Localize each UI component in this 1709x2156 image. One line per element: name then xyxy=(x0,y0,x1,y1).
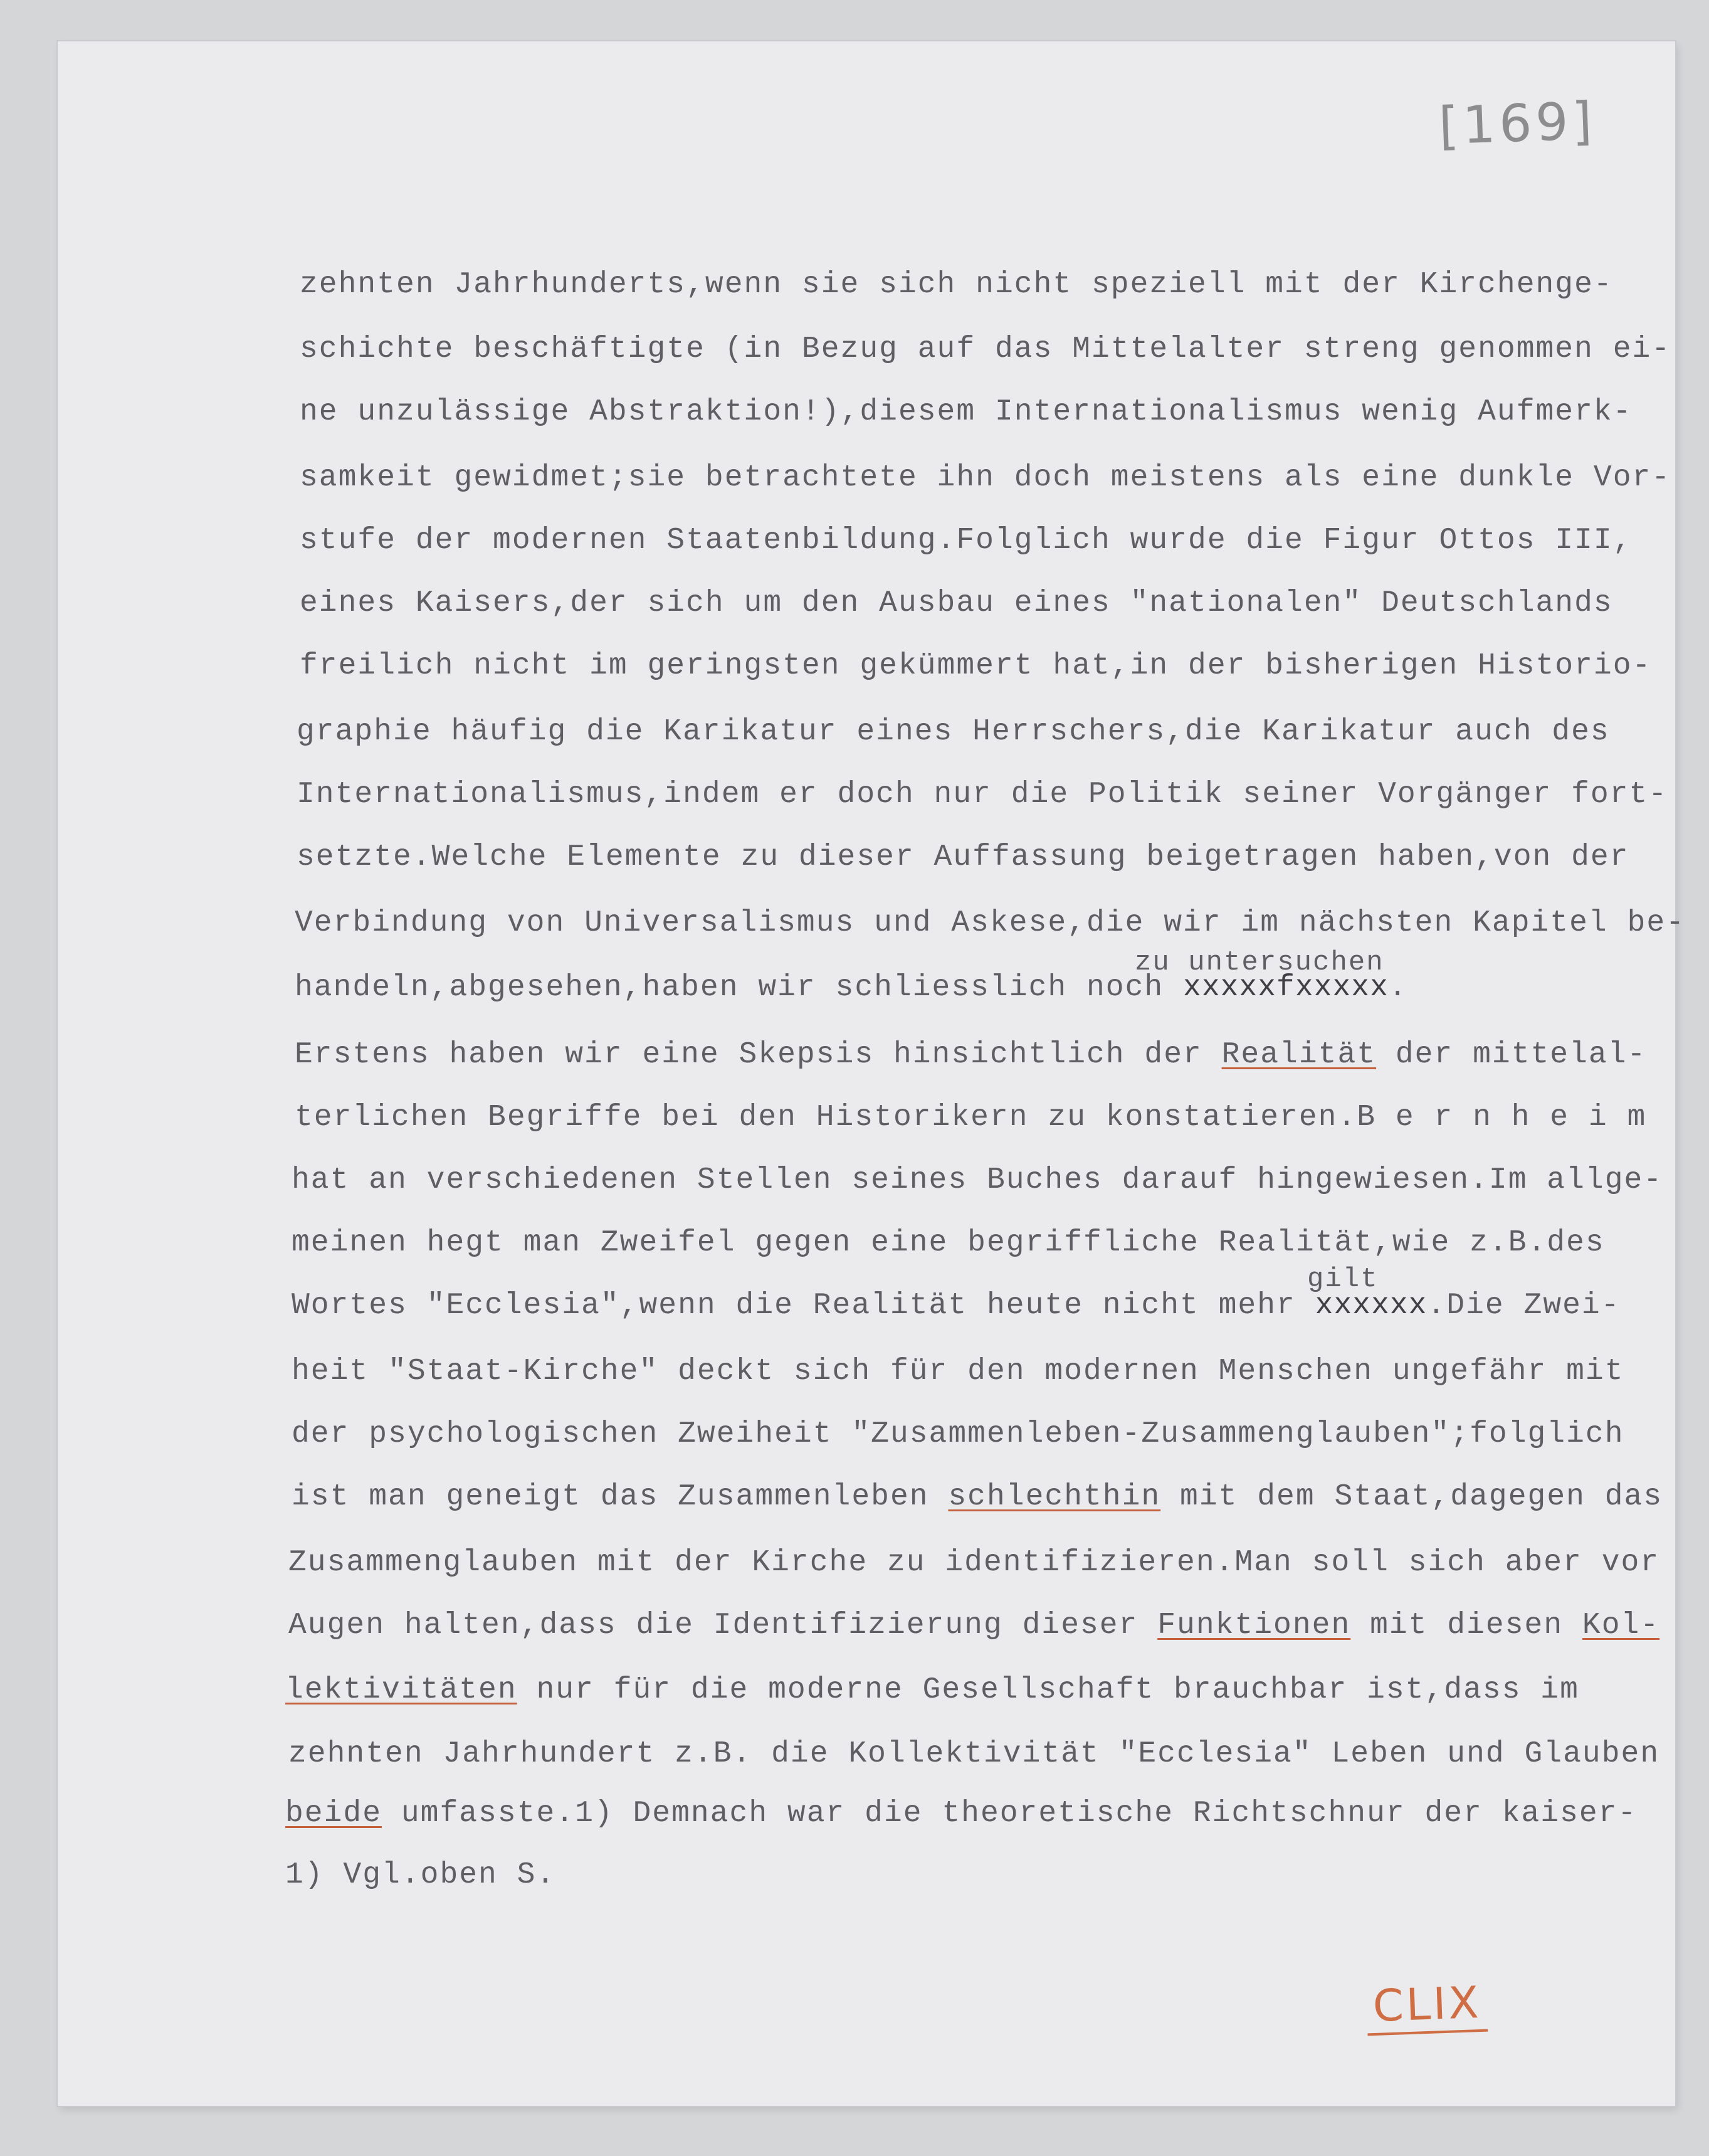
text-line: setzte.Welche Elemente zu dieser Auffassung beigetragen haben,von der xyxy=(297,840,1629,874)
text-line: meinen hegt man Zweifel gegen eine begriffliche Realität,wie z.B.des xyxy=(292,1226,1605,1260)
text-line: samkeit gewidmet;sie betrachtete ihn doch meistens als eine dunkle Vor- xyxy=(300,461,1671,495)
text-line: terlichen Begriffe bei den Historikern zu konstatieren.B e r n h e i m xyxy=(295,1101,1647,1134)
underlined-word: schlechthin xyxy=(948,1480,1161,1514)
text-line: Erstens haben wir eine Skepsis hinsichtlich der Realität der mittelal- xyxy=(295,1038,1647,1072)
underlined-word: Funktionen xyxy=(1157,1609,1351,1642)
text-line: heit "Staat-Kirche" deckt sich für den modernen Menschen ungefähr mit xyxy=(292,1355,1624,1388)
struck-out-text: xxxxxx xyxy=(1315,1289,1428,1323)
text-line: Internationalismus,indem er doch nur die Politik seiner Vorgänger fort- xyxy=(297,778,1668,811)
underlined-word: Kol- xyxy=(1582,1609,1660,1642)
interlinear-insertion: zu untersuchen xyxy=(1135,947,1384,978)
text-line: beide umfasste.1) Demnach war die theoretische Richtschnur der kaiser- xyxy=(285,1797,1638,1831)
text-line: freilich nicht im geringsten gekümmert hat,in der bisherigen Historio- xyxy=(300,649,1652,683)
folio-stamp: CLIX xyxy=(1366,1977,1488,2036)
text-line: Verbindung von Universalismus und Askese,die wir im nächsten Kapitel be- xyxy=(295,906,1685,940)
text-line: Augen halten,dass die Identifizierung dieser Funktionen mit diesen Kol- xyxy=(288,1609,1660,1642)
text-line: zehnten Jahrhunderts,wenn sie sich nicht speziell mit der Kirchenge- xyxy=(300,268,1613,302)
text-line: Wortes "Ecclesia",wenn die Realität heute nicht mehr xxxxxx.Die Zwei- xyxy=(292,1289,1621,1323)
text-line: der psychologischen Zweiheit "Zusammenleben-Zusammenglauben";folglich xyxy=(292,1417,1624,1451)
underlined-word: Realität xyxy=(1221,1038,1377,1072)
text-line: zehnten Jahrhundert z.B. die Kollektivität "Ecclesia" Leben und Glauben xyxy=(288,1737,1660,1771)
text-line: hat an verschiedenen Stellen seines Buches darauf hingewiesen.Im allge- xyxy=(292,1163,1663,1197)
interlinear-insertion: gilt xyxy=(1307,1264,1379,1295)
footnote: 1) Vgl.oben S. xyxy=(285,1858,556,1892)
text-line: handeln,abgesehen,haben wir schliesslich noch xxxxxfxxxxx. xyxy=(295,971,1408,1005)
text-line: ne unzulässige Abstraktion!),diesem Internationalismus wenig Aufmerk- xyxy=(300,395,1633,429)
text-line: graphie häufig die Karikatur eines Herrschers,die Karikatur auch des xyxy=(297,715,1610,749)
struck-out-text: xxxxxfxxxxx xyxy=(1183,971,1389,1005)
text-line: ist man geneigt das Zusammenleben schlechthin mit dem Staat,dagegen das xyxy=(292,1480,1663,1514)
page-number: [169] xyxy=(1438,91,1597,157)
text-line: stufe der modernen Staatenbildung.Folglich wurde die Figur Ottos III, xyxy=(300,524,1633,557)
text-line: schichte beschäftigte (in Bezug auf das Mittelalter streng genommen ei- xyxy=(300,332,1671,366)
underlined-word: beide xyxy=(285,1797,382,1831)
text-line: eines Kaisers,der sich um den Ausbau eines "nationalen" Deutschlands xyxy=(300,586,1613,620)
underlined-word: lektivitäten xyxy=(285,1673,517,1707)
text-line: lektivitäten nur für die moderne Gesellschaft brauchbar ist,dass im xyxy=(285,1673,1579,1707)
text-line: Zusammenglauben mit der Kirche zu identifizieren.Man soll sich aber vor xyxy=(288,1546,1660,1580)
